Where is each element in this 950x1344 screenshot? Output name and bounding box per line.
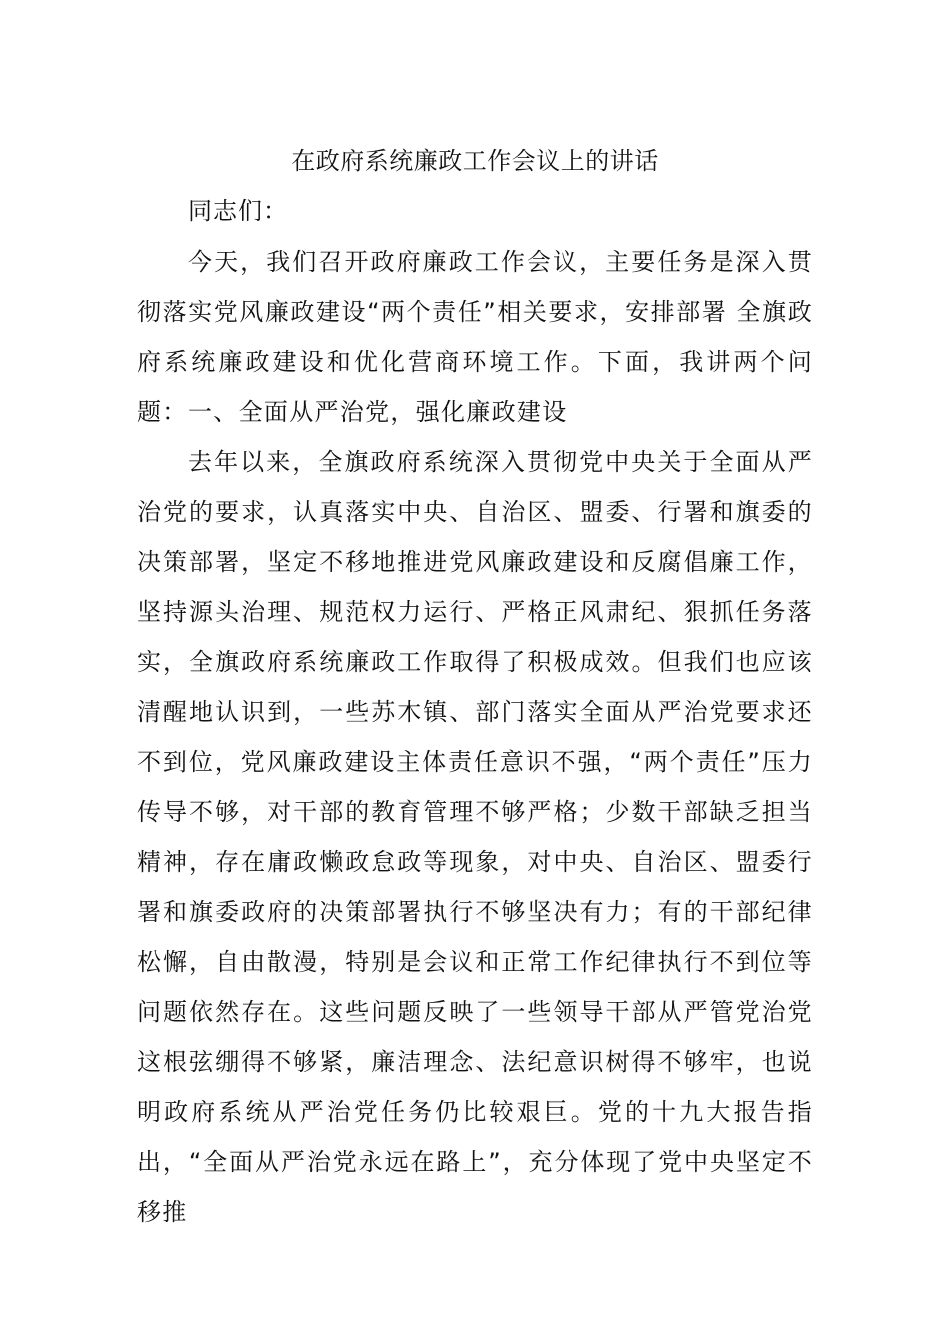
section-heading-1: 一、全面从严治党，强化廉政建设 bbox=[188, 398, 568, 426]
document-title: 在政府系统廉政工作会议上的讲话 bbox=[291, 147, 659, 175]
salutation: 同志们： bbox=[188, 197, 288, 225]
paragraph-body: 去年以来，全旗政府系统深入贯彻党中央关于全面从严治党的要求，认真落实中央、自治区、盟委、行署和旗委的决策部署，坚定不移地推进党风廉政建设和反腐倡廉工作，坚持源头治理、规范权力运行、严格正风肃纪、狠抓任务落实，全旗政府系统廉政工作取得了积极成效。但我们也应该清醒地认识到，一些苏木镇、部门落实全面从严治党要求还不到位，党风廉政建设主体责任意识不强，“两个责任”压力传导不够，对干部的教育管理不够严格；少数干部缺乏担当精神，存在庸政懒政怠政等现象，对中央、自治区、盟委行署和旗委政府的决策部署执行不够坚决有力；有的干部纪律松懈，自由散漫，特别是会议和正常工作纪律执行不到位等问题依然存在。这些问题反映了一些领导干部从严管党治党这根弦绷得不够紧，廉洁理念、法纪意识树得不够牢，也说明政府系统从严治党任务仍比较艰巨。党的十九大报告指出，“全面从严治党永远在路上”，充分体现了党中央坚定不移推 bbox=[137, 448, 813, 1226]
paragraph-intro: 今天，我们召开政府廉政工作会议，主要任务是深入贯彻落实党风廉政建设“两个责任”相关要求，安排部署 全旗政府系统廉政建设和优化营商环境工作。下面，我讲两个问题： bbox=[137, 248, 813, 426]
